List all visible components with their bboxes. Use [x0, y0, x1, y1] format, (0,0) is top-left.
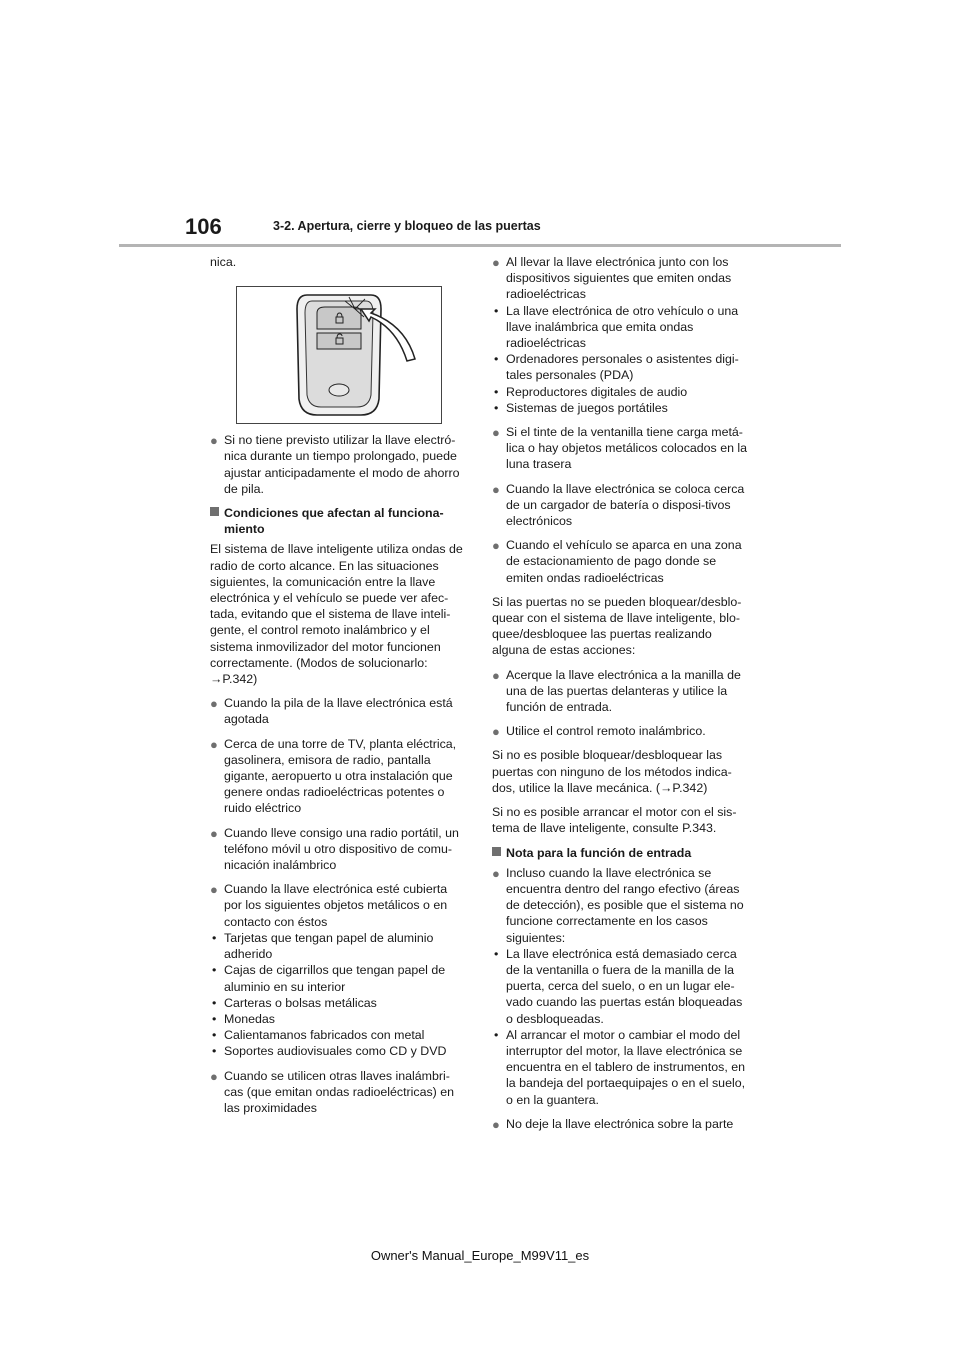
bullet-item: ● Cuando la llave electrónica esté cubierta por los siguientes objetos metálicos o en contacto con éstos • Tarjetas que tengan papel de aluminio adherido • Cajas de cigarrillos que tengan papel de aluminio en su interior • Carteras o bolsas metálicas • Monedas • Calientamanos fabricados con metal • Soportes audiovisuales como CD y DVD — [210, 881, 468, 1059]
bullet-dot-icon: ● — [210, 433, 218, 449]
left-intro-text: nica. — [210, 255, 237, 269]
sub-list-item: • Calientamanos fabricados con metal — [212, 1028, 425, 1043]
bullet-dot-icon: ● — [210, 882, 218, 898]
sub-list-item: • Carteras o bolsas metálicas — [212, 995, 377, 1010]
sub-list-item: • Cajas de cigarrillos que tengan papel de aluminio en su interior — [212, 963, 446, 994]
right-column — [492, 254, 750, 1140]
bullet-item: ● No deje la llave electrónica sobre la parte — [492, 1116, 734, 1132]
sub-list — [494, 303, 750, 416]
bullet-item: ● Cuando el vehículo se aparca en una zona de estacionamiento de pago donde se emiten ondas radioeléctricas — [492, 538, 742, 585]
section-title: 3-2. Apertura, cierre y bloqueo de las puertas — [273, 219, 541, 233]
paragraph: Si las puertas no se pueden bloquear/desblo-quear con el sistema de llave inteligente, blo-quee/desbloquee las puertas realizando alguna de estas acciones: — [492, 594, 742, 658]
sub-list-item: • La llave electrónica de otro vehículo o una llave inalámbrica que emita ondas radioeléctricas — [494, 303, 739, 351]
bullet-item: ● Cuando la llave electrónica se coloca cerca de un cargador de batería o disposi-tivos electrónicos — [492, 481, 745, 529]
sub-list — [494, 946, 750, 1108]
sub-list-item: • Sistemas de juegos portátiles — [494, 400, 668, 415]
bullet-dot-icon: ● — [210, 736, 218, 752]
bullet-dot-icon: ● — [210, 1068, 218, 1084]
subsection-heading: Nota para la función de entrada — [492, 845, 750, 861]
left-column — [210, 254, 468, 1124]
bullet-dot-icon: ● — [492, 538, 500, 554]
bullet-item: ● Si no tiene previsto utilizar la llave electró-nica durante un tiempo prolongado, puede ajustar anticipadamente el modo de ahorro de pila. — [210, 433, 460, 496]
bullet-dot-icon: ● — [492, 667, 500, 683]
paragraph: Si no es posible bloquear/desbloquear las puertas con ninguno de los métodos indica-dos, utilice la llave mecánica. (→P.342) — [492, 748, 732, 795]
subsection-heading: Condiciones que afectan al funciona-miento — [210, 505, 468, 537]
bullet-item: ● Cuando la pila de la llave electrónica está agotada — [210, 696, 453, 727]
bullet-item: ● Acerque la llave electrónica a la manilla de una de las puertas delanteras y utilice la función de entrada. — [492, 667, 741, 715]
bullet-item: ● Cerca de una torre de TV, planta eléctrica, gasolinera, emisora de radio, pantalla gigante, aeropuerto u otra instalación que genere ondas radioeléctricas potentes o ruido eléctrico — [210, 736, 457, 816]
sub-list-item: • Reproductores digitales de audio — [494, 384, 688, 399]
bullet-dot-icon: ● — [492, 481, 500, 497]
bullet-dot-icon: ● — [210, 696, 218, 712]
bullet-dot-icon: ● — [492, 865, 500, 881]
bullet-dot-icon: ● — [492, 724, 500, 740]
bullet-item: ● Utilice el control remoto inalámbrico. — [492, 724, 706, 740]
bullet-item: ● Si el tinte de la ventanilla tiene carga metá-lica o hay objetos metálicos colocados en la luna trasera — [492, 425, 748, 472]
bullet-dot-icon: ● — [492, 1116, 500, 1132]
bullet-dot-icon: ● — [492, 425, 500, 441]
sub-list-item: • La llave electrónica está demasiado cerca de la ventanilla o fuera de la manilla de la puerta, cerca del suelo, o en un lugar ele-vado cuando las puertas están bloqueadas o desbloqueadas. — [494, 946, 743, 1026]
sub-list-item: • Al arrancar el motor o cambiar el modo del interruptor del motor, la llave electrónica se encuentra en el tablero de instrumentos, en la bandeja del portaequipajes o en el suelo, o en la guantera. — [494, 1027, 746, 1107]
bullet-dot-icon: ● — [492, 255, 500, 270]
bullet-item: ● Cuando se utilicen otras llaves inalámbri-cas (que emitan ondas radioeléctricas) en las proximidades — [210, 1068, 455, 1115]
page-header — [0, 0, 960, 250]
smart-key-illustration — [236, 286, 442, 424]
sub-list-item: • Soportes audiovisuales como CD y DVD — [212, 1044, 447, 1059]
sub-list-item: • Ordenadores personales o asistentes digi-tales personales (PDA) — [494, 352, 739, 383]
sub-list — [212, 930, 468, 1060]
bullet-item: ● Al llevar la llave electrónica junto con los dispositivos siguientes que emiten ondas radioeléctricas • La llave electrónica de otro vehículo o una llave inalámbrica que emita ondas radioeléctricas • Ordenadores personales o asistentes digi-tales personales (PDA) • Reproductores digitales de audio • Sistemas de juegos portátiles — [492, 254, 750, 416]
sub-list-item: • Monedas — [212, 1011, 275, 1026]
square-bullet-icon — [492, 847, 501, 856]
paragraph: El sistema de llave inteligente utiliza ondas de radio de corto alcance. En las situaciones siguientes, la comunicación entre la llave electrónica y el vehículo se puede ver afec-tada, evitando que el sistema de llave inteli-gente, el control remoto inalámbrico y el sistema inmovilizador del motor funcionen correctamente. (Modos de solucionarlo: →P.342) — [210, 542, 463, 687]
sub-list-item: • Tarjetas que tengan papel de aluminio adherido — [212, 930, 434, 962]
page-number: 106 — [185, 214, 222, 239]
square-bullet-icon — [210, 507, 219, 516]
page-footer: Owner's Manual_Europe_M99V11_es — [370, 1248, 590, 1263]
header-divider — [119, 244, 841, 247]
paragraph: Si no es posible arrancar el motor con el sis-tema de llave inteligente, consulte P.343. — [492, 805, 737, 836]
bullet-dot-icon: ● — [210, 825, 218, 841]
bullet-item: ● Cuando lleve consigo una radio portátil, un teléfono móvil u otro dispositivo de comu-nicación inalámbrico — [210, 825, 459, 873]
bullet-item: ● Incluso cuando la llave electrónica se encuentra dentro del rango efectivo (áreas de detección), es posible que el sistema no funcione correctamente en los casos siguientes: • La llave electrónica está demasiado cerca de la ventanilla o fuera de la manilla de la puerta, cerca del suelo, o en un lugar ele-vado cuando las puertas están bloqueadas o desbloqueadas. • Al arrancar el motor o cambiar el modo del interruptor del motor, la llave electrónica se encuentra en el tablero de instrumentos, en la bandeja del portaequipajes o en el suelo, o en la guantera. — [492, 865, 750, 1108]
smart-key-icon — [237, 287, 441, 423]
